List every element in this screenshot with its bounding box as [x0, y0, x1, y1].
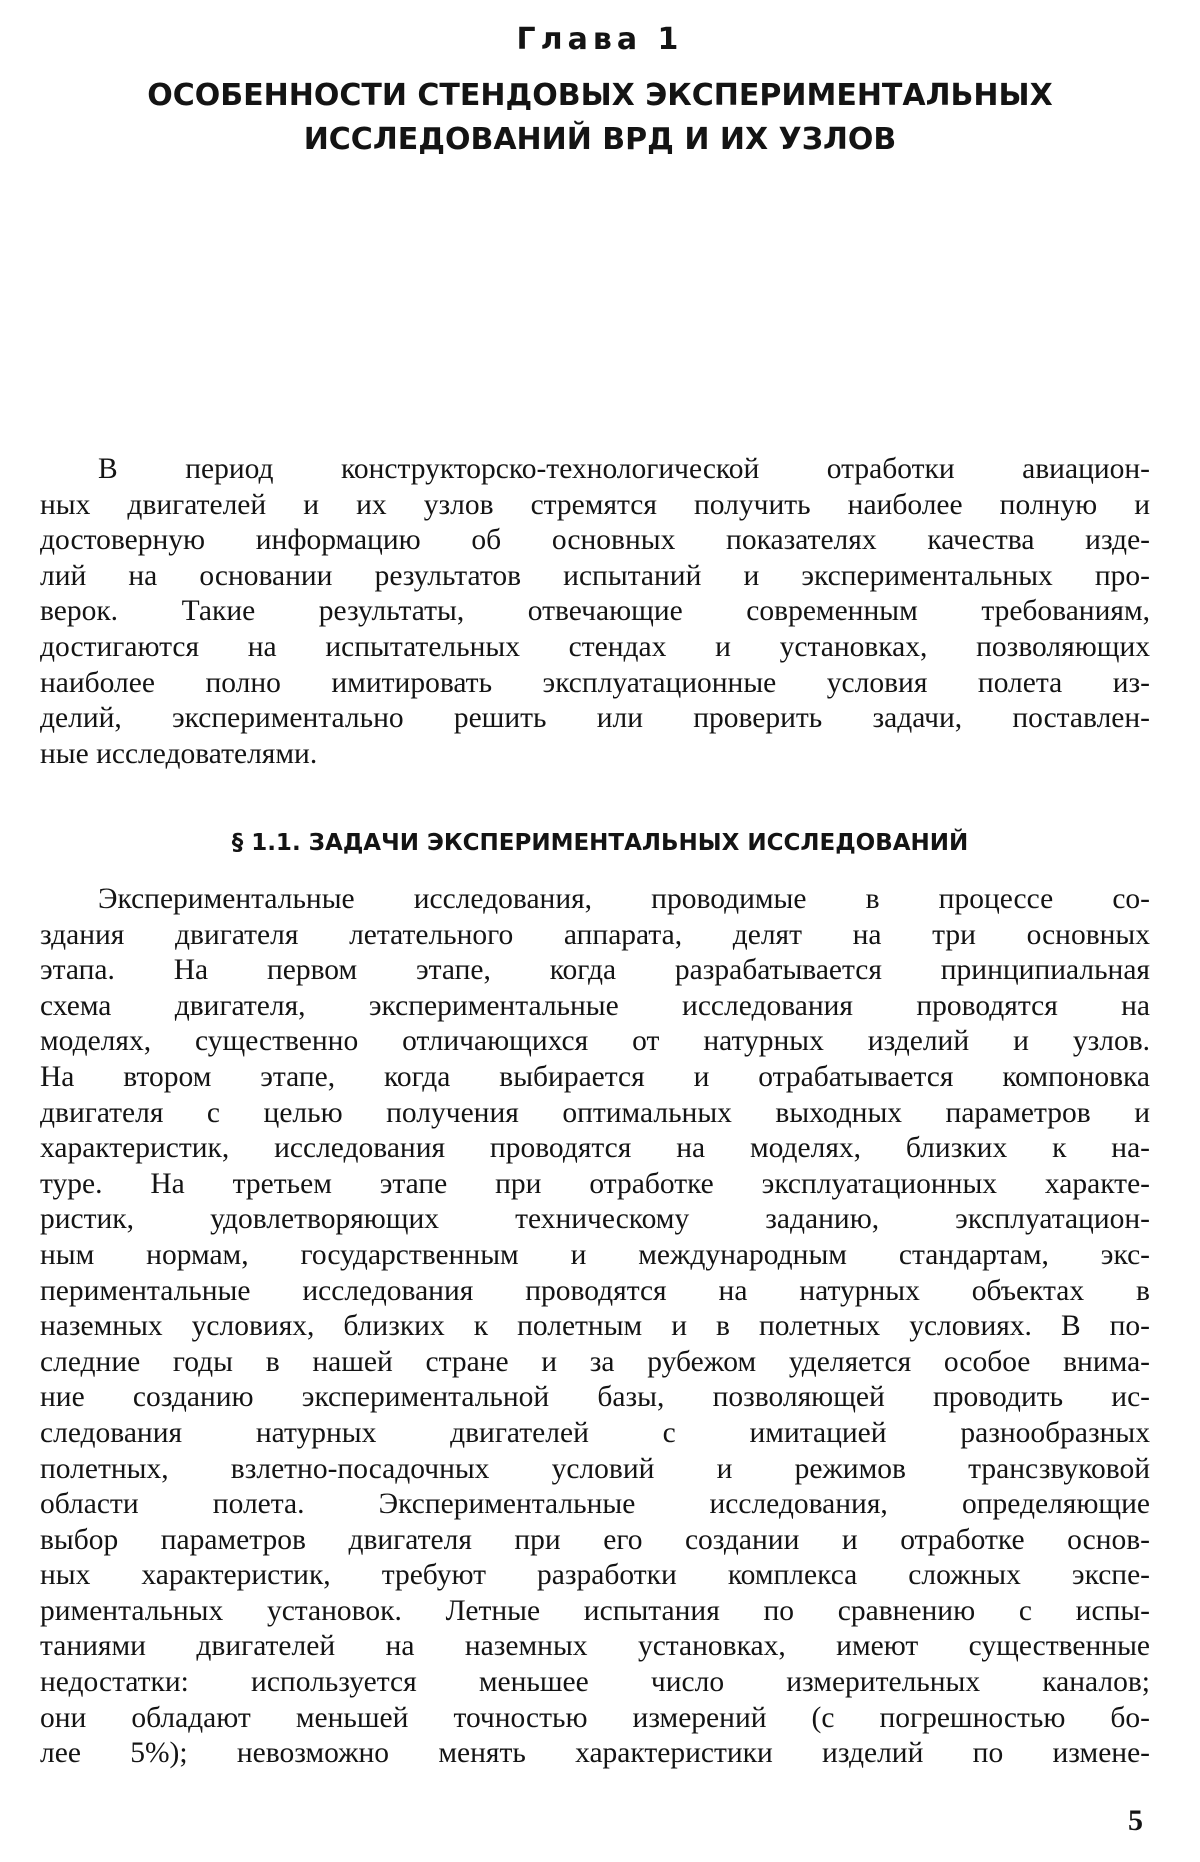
text-line: На втором этапе, когда выбирается и отрабатывается компоновка — [40, 1060, 1150, 1093]
text-line: достигаются на испытательных стендах и установках, позволяющих — [40, 630, 1150, 663]
text-line: делий, экспериментально решить или проверить задачи, поставлен- — [40, 702, 1150, 735]
text-line: риментальных установок. Летные испытания по сравнению с испы- — [40, 1594, 1150, 1627]
text-line: этапа. На первом этапе, когда разрабатывается принципиальная — [40, 954, 1150, 987]
text-line: таниями двигателей на наземных установках, имеют существенные — [40, 1630, 1150, 1663]
text-line: ные исследователями. — [40, 737, 318, 770]
text-line: ных характеристик, требуют разработки комплекса сложных экспе- — [40, 1559, 1150, 1592]
text-line: ние созданию экспериментальной базы, позволяющей проводить ис- — [40, 1381, 1150, 1414]
section-paragraph — [40, 882, 1150, 1772]
section-heading: § 1.1. ЗАДАЧИ ЭКСПЕРИМЕНТАЛЬНЫХ ИССЛЕДОВАНИЙ — [231, 830, 969, 856]
text-line: В период конструкторско-технологической отработки авиацион- — [98, 453, 1150, 485]
text-line: моделях, существенно отличающихся от натурных изделий и узлов. — [40, 1025, 1150, 1058]
text-line: следние годы в нашей стране и за рубежом уделяется особое внима- — [40, 1345, 1150, 1378]
text-line: они обладают меньшей точностью измерений (с погрешностью бо- — [40, 1701, 1150, 1734]
text-line: области полета. Экспериментальные исследования, определяющие — [40, 1488, 1150, 1521]
text-line: верок. Такие результаты, отвечающие современным требованиям, — [40, 595, 1150, 628]
text-line: лий на основании результатов испытаний и экспериментальных про- — [40, 559, 1150, 592]
text-line: достоверную информацию об основных показателях качества изде- — [40, 524, 1150, 557]
chapter-title-line: ОСОБЕННОСТИ СТЕНДОВЫХ ЭКСПЕРИМЕНТАЛЬНЫХ — [147, 78, 1053, 113]
text-line: полетных, взлетно-посадочных условий и режимов трансзвуковой — [40, 1452, 1150, 1485]
text-line: ристик, удовлетворяющих техническому заданию, эксплуатацион- — [40, 1203, 1150, 1236]
text-line: периментальные исследования проводятся на натурных объектах в — [40, 1274, 1150, 1307]
text-line: Экспериментальные исследования, проводимые в процессе со- — [98, 883, 1150, 915]
text-line: здания двигателя летательного аппарата, делят на три основных — [40, 918, 1150, 951]
text-line: ных двигателей и их узлов стремятся получить наиболее полную и — [40, 488, 1150, 521]
text-line: лее 5%); невозможно менять характеристики изделий по измене- — [40, 1737, 1150, 1770]
text-line: наиболее полно имитировать эксплуатационные условия полета из- — [40, 666, 1150, 699]
text-line: характеристик, исследования проводятся на моделях, близких к на- — [40, 1132, 1150, 1165]
text-line: ным нормам, государственным и международным стандартам, экс- — [40, 1238, 1150, 1271]
text-line: наземных условиях, близких к полетным и в полетных условиях. В по- — [40, 1310, 1150, 1343]
chapter-label: Глава 1 — [516, 22, 684, 57]
intro-paragraph — [40, 452, 1150, 772]
text-line: выбор параметров двигателя при его создании и отработке основ- — [40, 1523, 1150, 1556]
text-line: туре. На третьем этапе при отработке эксплуатационных характе- — [40, 1167, 1150, 1200]
chapter-title-line: ИССЛЕДОВАНИЙ ВРД И ИХ УЗЛОВ — [303, 122, 897, 157]
text-line: схема двигателя, экспериментальные исследования проводятся на — [40, 989, 1150, 1022]
text-line: следования натурных двигателей с имитацией разнообразных — [40, 1416, 1150, 1449]
page-number: 5 — [1128, 1804, 1143, 1837]
text-line: недостатки: используется меньшее число измерительных каналов; — [40, 1666, 1150, 1699]
text-line: двигателя с целью получения оптимальных выходных параметров и — [40, 1096, 1150, 1129]
chapter-title — [60, 74, 1140, 162]
